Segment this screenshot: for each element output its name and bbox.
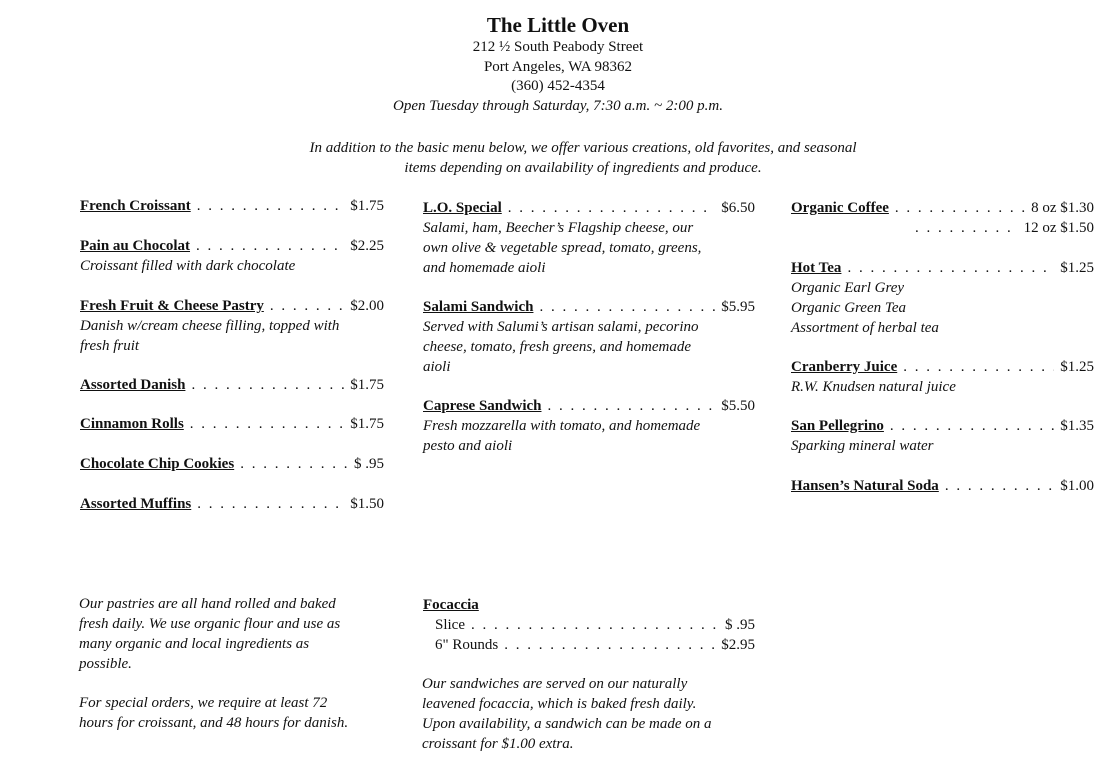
leader-dots	[504, 635, 715, 655]
item-name: Chocolate Chip Cookies	[80, 456, 235, 472]
leader-dots	[895, 198, 1025, 218]
item-price: $1.75	[350, 377, 384, 393]
item-description: Croissant filled with dark chocolate	[80, 258, 296, 274]
item-price: $1.35	[1060, 418, 1094, 434]
item-price: $2.25	[350, 238, 384, 254]
item-description: Fresh mozzarella with tomato, and homemade	[423, 418, 701, 434]
menu-item-cinnamon-rolls	[80, 414, 384, 434]
item-description: cheese, tomato, fresh greens, and homemade	[423, 339, 691, 355]
item-description: Danish w/cream cheese filling, topped with	[80, 318, 340, 334]
menu-item-chocolate-chip-cookies	[80, 454, 384, 474]
menu-item-organic-coffee	[791, 198, 1094, 238]
menu-item-cranberry-juice	[791, 357, 1094, 397]
focaccia-slice-label: Slice	[435, 617, 465, 633]
leader-dots	[196, 236, 344, 256]
item-description: R.W. Knudsen natural juice	[791, 379, 956, 395]
item-price: $5.50	[721, 398, 755, 414]
item-name: Salami Sandwich	[423, 299, 534, 315]
item-name: Caprese Sandwich	[423, 398, 542, 414]
leader-dots	[197, 196, 345, 216]
leader-dots	[847, 258, 1054, 278]
pastry-note	[79, 594, 399, 674]
item-price: $1.25	[1060, 359, 1094, 375]
note-line: croissant for $1.00 extra.	[422, 736, 574, 752]
item-name: Pain au Chocolat	[80, 238, 191, 254]
item-description: Sparking mineral water	[791, 438, 934, 454]
menu-item-hansens-soda	[791, 476, 1094, 496]
leader-dots	[191, 375, 344, 395]
note-line: For special orders, we require at least 72	[79, 695, 328, 711]
leader-dots	[508, 198, 715, 218]
focaccia-rounds-label: 6" Rounds	[435, 637, 499, 653]
intro-line: In addition to the basic menu below, we offer various creations, old favorites, and seasonal	[309, 140, 857, 156]
leader-dots	[240, 454, 348, 474]
leader-dots	[548, 396, 716, 416]
item-price: $1.50	[350, 496, 384, 512]
item-description: aioli	[423, 359, 451, 375]
item-option: Assortment of herbal tea	[791, 320, 939, 336]
item-name: Hot Tea	[791, 260, 842, 276]
note-line: possible.	[79, 656, 132, 672]
item-description: fresh fruit	[80, 338, 140, 354]
leader-dots	[915, 218, 1018, 238]
menu-item-french-croissant	[80, 196, 384, 216]
item-name: French Croissant	[80, 198, 191, 214]
note-line: many organic and local ingredients as	[79, 636, 310, 652]
city-address: Port Angeles, WA 98362	[483, 58, 633, 75]
menu-item-assorted-muffins	[80, 494, 384, 514]
leader-dots	[945, 476, 1054, 496]
menu-item-caprese-sandwich	[423, 396, 755, 456]
item-price: $1.00	[1060, 478, 1094, 494]
item-price: $ .95	[354, 456, 384, 472]
item-price: $1.25	[1060, 260, 1094, 276]
item-name: Hansen’s Natural Soda	[791, 478, 939, 494]
note-line: leavened focaccia, which is baked fresh daily.	[422, 696, 697, 712]
item-price: 12 oz $1.50	[1023, 220, 1094, 236]
menu-item-hot-tea	[791, 258, 1094, 338]
menu-item-focaccia	[423, 595, 755, 655]
item-price: $2.95	[721, 637, 755, 653]
leader-dots	[190, 414, 344, 434]
item-name: Cinnamon Rolls	[80, 416, 184, 432]
item-name: Focaccia	[423, 597, 479, 613]
phone-number: (360) 452-4354	[511, 78, 605, 94]
item-price: $5.95	[721, 299, 755, 315]
street-address: 212 ½ South Peabody Street	[472, 39, 644, 55]
item-name: San Pellegrino	[791, 418, 884, 434]
item-price: $2.00	[350, 298, 384, 314]
item-name: Organic Coffee	[791, 200, 889, 216]
note-line: Upon availability, a sandwich can be made on a	[422, 716, 712, 732]
item-name: Assorted Danish	[80, 377, 186, 393]
note-line: fresh daily. We use organic flour and use as	[79, 616, 341, 632]
item-description: own olive & vegetable spread, tomato, greens,	[423, 240, 702, 256]
item-description: and homemade aioli	[423, 260, 546, 276]
intro-line: items depending on availability of ingredients and produce.	[404, 160, 762, 176]
item-price: $6.50	[721, 200, 755, 216]
item-price: 8 oz $1.30	[1031, 200, 1094, 216]
item-option: Organic Earl Grey	[791, 280, 905, 296]
restaurant-name: The Little Oven	[486, 13, 630, 37]
item-name: L.O. Special	[423, 200, 502, 216]
note-line: hours for croissant, and 48 hours for danish.	[79, 715, 349, 731]
menu-item-salami-sandwich	[423, 297, 755, 377]
menu-item-san-pellegrino	[791, 416, 1094, 456]
item-price: $ .95	[725, 617, 755, 633]
note-line: Our pastries are all hand rolled and baked	[79, 596, 336, 612]
item-price: $1.75	[350, 198, 384, 214]
item-price: $1.75	[350, 416, 384, 432]
leader-dots	[197, 494, 344, 514]
leader-dots	[539, 297, 715, 317]
item-description: pesto and aioli	[423, 438, 513, 454]
menu-item-fruit-cheese-pastry	[80, 296, 384, 356]
menu-item-pain-au-chocolat	[80, 236, 384, 276]
restaurant-header	[0, 12, 1116, 116]
menu-item-lo-special	[423, 198, 755, 278]
item-name: Assorted Muffins	[80, 496, 192, 512]
leader-dots	[270, 296, 344, 316]
menu-intro	[240, 138, 926, 178]
menu-item-assorted-danish	[80, 375, 384, 395]
leader-dots	[471, 615, 719, 635]
opening-hours: Open Tuesday through Saturday, 7:30 a.m. ~ 2:00 p.m.	[393, 97, 723, 114]
item-description: Salami, ham, Beecher’s Flagship cheese, our	[423, 220, 694, 236]
sandwich-note	[422, 674, 762, 754]
special-orders-note	[79, 693, 399, 733]
leader-dots	[903, 357, 1054, 377]
item-name: Cranberry Juice	[791, 359, 898, 375]
item-option: Organic Green Tea	[791, 300, 906, 316]
leader-dots	[890, 416, 1054, 436]
item-name: Fresh Fruit & Cheese Pastry	[80, 298, 264, 314]
item-description: Served with Salumi’s artisan salami, pecorino	[423, 319, 699, 335]
note-line: Our sandwiches are served on our naturally	[422, 676, 688, 692]
